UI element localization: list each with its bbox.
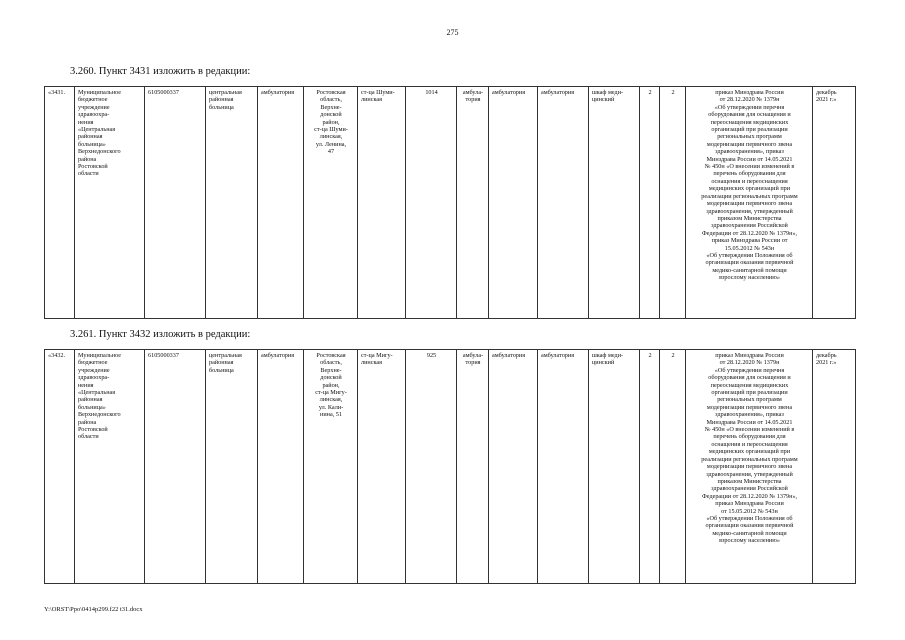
unit-type-2: амбулатория (489, 350, 538, 584)
quantity-2: 2 (660, 87, 686, 319)
quantity-1: 2 (640, 87, 660, 319)
population: 1014 (406, 87, 457, 319)
locality: ст-ца Мигу- линская (358, 350, 406, 584)
table-row (45, 350, 856, 584)
organization-name: Муниципальное бюджетное учреждение здравоохра- нения «Центральная районная больница» Верхнедонского района Ростовской области (75, 87, 145, 319)
subdivision-type: амбулатория (258, 350, 304, 584)
organization-type: центральная районная больница (206, 350, 258, 584)
row-number: «3431. (45, 87, 75, 319)
address: Ростовская область, Верхне- донской район, ст-ца Шуми- линская, ул. Ленина, 47 (304, 87, 358, 319)
row-number: «3432. (45, 350, 75, 584)
inn-code: 6105000337 (145, 350, 206, 584)
subdivision-type: амбулатория (258, 87, 304, 319)
inn-code: 6105000337 (145, 87, 206, 319)
unit-type-3: амбулатория (538, 350, 589, 584)
organization-name: Муниципальное бюджетное учреждение здравоохра- нения «Центральная районная больница» Верхнедонского района Ростовской области (75, 350, 145, 584)
unit-type-3: амбулатория (538, 87, 589, 319)
locality: ст-ца Шуми- линская (358, 87, 406, 319)
section-heading: 3.260. Пункт 3431 изложить в редакции: (70, 66, 251, 77)
deadline: декабрь 2021 г.» (813, 350, 856, 584)
legal-basis: приказ Минздрава России от 28.12.2020 № 1379н «Об утверждении перечня оборудования для оснащения и переоснащения медицинских организаций при реализации региональных программ модернизации первичного звена здравоохранения», приказ Минздрава России от 14.05.2021 № 450н «О внесении изменений в перечень оборудования для оснащения и переоснащения медицинских организаций при реализации региональных программ модернизации первичного звена здравоохранения, утвержденный приказом Министерства здравоохранения Российской Федерации от 28.12.2020 № 1379н», приказ Минздрава России от 15.05.2012 № 543н «Об утверждении Положения об организации оказания первичной медико-санитарной помощи взрослому населению» (686, 350, 813, 584)
population: 925 (406, 350, 457, 584)
equipment-name: шкаф меди- цинский (589, 87, 640, 319)
address: Ростовская область, Верхне- донской район, ст-ца Мигу- линская, ул. Кали- нина, 51 (304, 350, 358, 584)
unit-type-2: амбулатория (489, 87, 538, 319)
legal-basis: приказ Минздрава России от 28.12.2020 № 1379н «Об утверждении перечня оборудования для оснащения и переоснащения медицинских организаций при реализации региональных программ модернизации первичного звена здравоохранения», приказ Минздрава России от 14.05.2021 № 450н «О внесении изменений в перечень оборудования для оснащения и переоснащения медицинских организаций при реализации региональных программ модернизации первичного звена здравоохранения, утвержденный приказом Министерства здравоохранения Российской Федерации от 28.12.2020 № 1379н», приказ Минздрава России от 15.05.2012 № 543н «Об утверждении Положения об организации оказания первичной медико-санитарной помощи взрослому населению» (686, 87, 813, 319)
unit-type-1: амбула- тория (457, 350, 489, 584)
file-path-footer: Y:\ORST\Ppo\0414p299.f22 t31.docx (44, 606, 143, 613)
organization-type: центральная районная больница (206, 87, 258, 319)
equipment-table (44, 86, 856, 319)
quantity-2: 2 (660, 350, 686, 584)
deadline: декабрь 2021 г.» (813, 87, 856, 319)
unit-type-1: амбула- тория (457, 87, 489, 319)
equipment-table (44, 349, 856, 584)
table-row (45, 87, 856, 319)
section-heading: 3.261. Пункт 3432 изложить в редакции: (70, 329, 251, 340)
equipment-name: шкаф меди- цинский (589, 350, 640, 584)
page-number: 275 (446, 28, 459, 37)
quantity-1: 2 (640, 350, 660, 584)
